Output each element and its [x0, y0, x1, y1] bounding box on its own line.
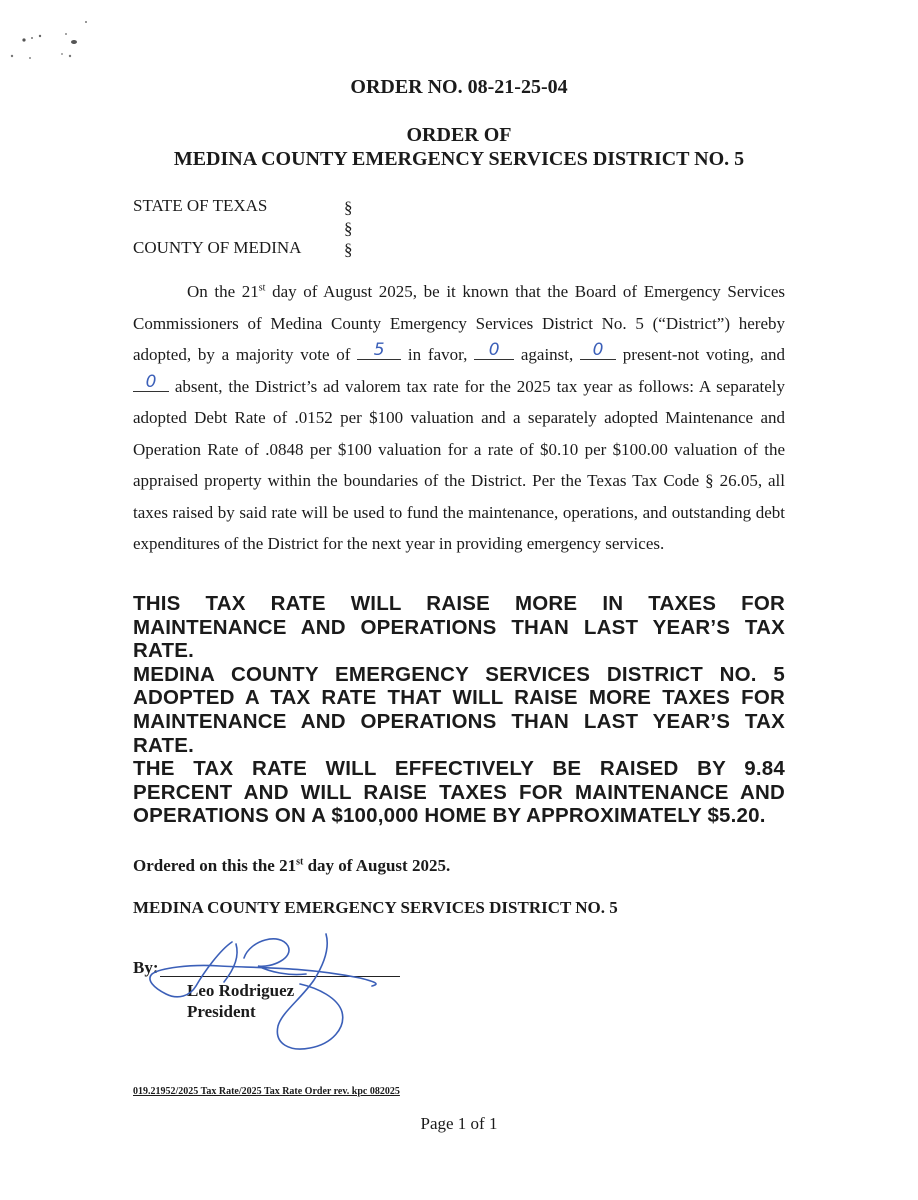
caption-county: COUNTY OF MEDINA [133, 238, 302, 257]
vote-absent-value: 0 [145, 371, 157, 392]
by-label: By: [133, 958, 159, 977]
vote-absent-blank [133, 373, 169, 392]
vote-against-value: 0 [488, 340, 500, 360]
vote-present-value: 0 [592, 340, 604, 360]
section-symbol: § [344, 240, 353, 259]
page-number: Page 1 of 1 [420, 1114, 498, 1133]
heading-line-1: ORDER OF [406, 124, 512, 146]
signer-title: President [187, 1002, 256, 1021]
caption-state: STATE OF TEXAS [133, 196, 268, 215]
tax-rate-notice [133, 592, 785, 828]
scan-specks [0, 20, 140, 80]
signer-name: Leo Rodriguez [187, 981, 295, 1000]
vote-in-favor-value: 5 [373, 340, 385, 360]
handwritten-signature [140, 928, 400, 1058]
body-text: day of August 2025, be it known that the Board of Emergency Services Commissioners of Medina County Emergency Services District No. 5 (“District”) hereby adopted, by a majority vote of [133, 282, 786, 364]
notice-statement-2: MEDINA COUNTY EMERGENCY SERVICES DISTRICT NO. 5 ADOPTED A TAX RATE THAT WILL RAISE MORE TAXES FOR MAINTENANCE AND OPERATIONS THAN LAST YEAR’S TAX RATE. [133, 662, 785, 757]
ordered-text: Ordered on this the 21 [133, 856, 297, 875]
notice-statement-3: THE TAX RATE WILL EFFECTIVELY BE RAISED BY 9.84 PERCENT AND WILL RAISE TAXES FOR MAINTENANCE AND OPERATIONS ON A $100,000 HOME BY APPROXIMATELY $5.20. [133, 757, 785, 828]
section-symbol: § [344, 219, 353, 238]
order-number: ORDER NO. 08-21-25-04 [350, 76, 568, 98]
ordered-date [133, 856, 450, 876]
vote-present-blank [580, 341, 616, 360]
body-text: in favor, [401, 345, 475, 364]
ordinal-suffix: st [296, 856, 304, 868]
vote-in-favor-blank [357, 341, 401, 360]
body-text: present-not voting, and [616, 345, 786, 364]
vote-against-blank [474, 341, 514, 360]
notice-statement-1: THIS TAX RATE WILL RAISE MORE IN TAXES FOR MAINTENANCE AND OPERATIONS THAN LAST YEAR’S TAX RATE. [133, 592, 785, 663]
district-name: MEDINA COUNTY EMERGENCY SERVICES DISTRICT NO. 5 [133, 898, 618, 917]
ordered-text: day of August 2025. [303, 856, 451, 875]
body-text: against, [514, 345, 581, 364]
order-body-paragraph [133, 276, 785, 560]
section-symbol: § [344, 198, 353, 217]
body-text: absent, the District’s ad valorem tax rate for the 2025 tax year as follows: A separately adopted Debt Rate of .0152 per $100 valuation and a separately adopted Maintenance and Operation Rate of .0848 per $100 valuation for a rate of $0.10 per $100.00 valuation of the appraised property within the boundaries of the District. Per the Texas Tax Code § 26.05, all taxes raised by said rate will be used to fund the maintenance, operations, and outstanding debt expenditures of the District for the next year in providing emergency services. [133, 376, 785, 553]
body-text: On the 21 [187, 282, 259, 301]
file-path: 019.21952/2025 Tax Rate/2025 Tax Rate Order rev. kpc 082025 [133, 1086, 400, 1097]
ordinal-suffix: st [258, 282, 266, 294]
heading-line-2: MEDINA COUNTY EMERGENCY SERVICES DISTRICT NO. 5 [173, 148, 745, 170]
